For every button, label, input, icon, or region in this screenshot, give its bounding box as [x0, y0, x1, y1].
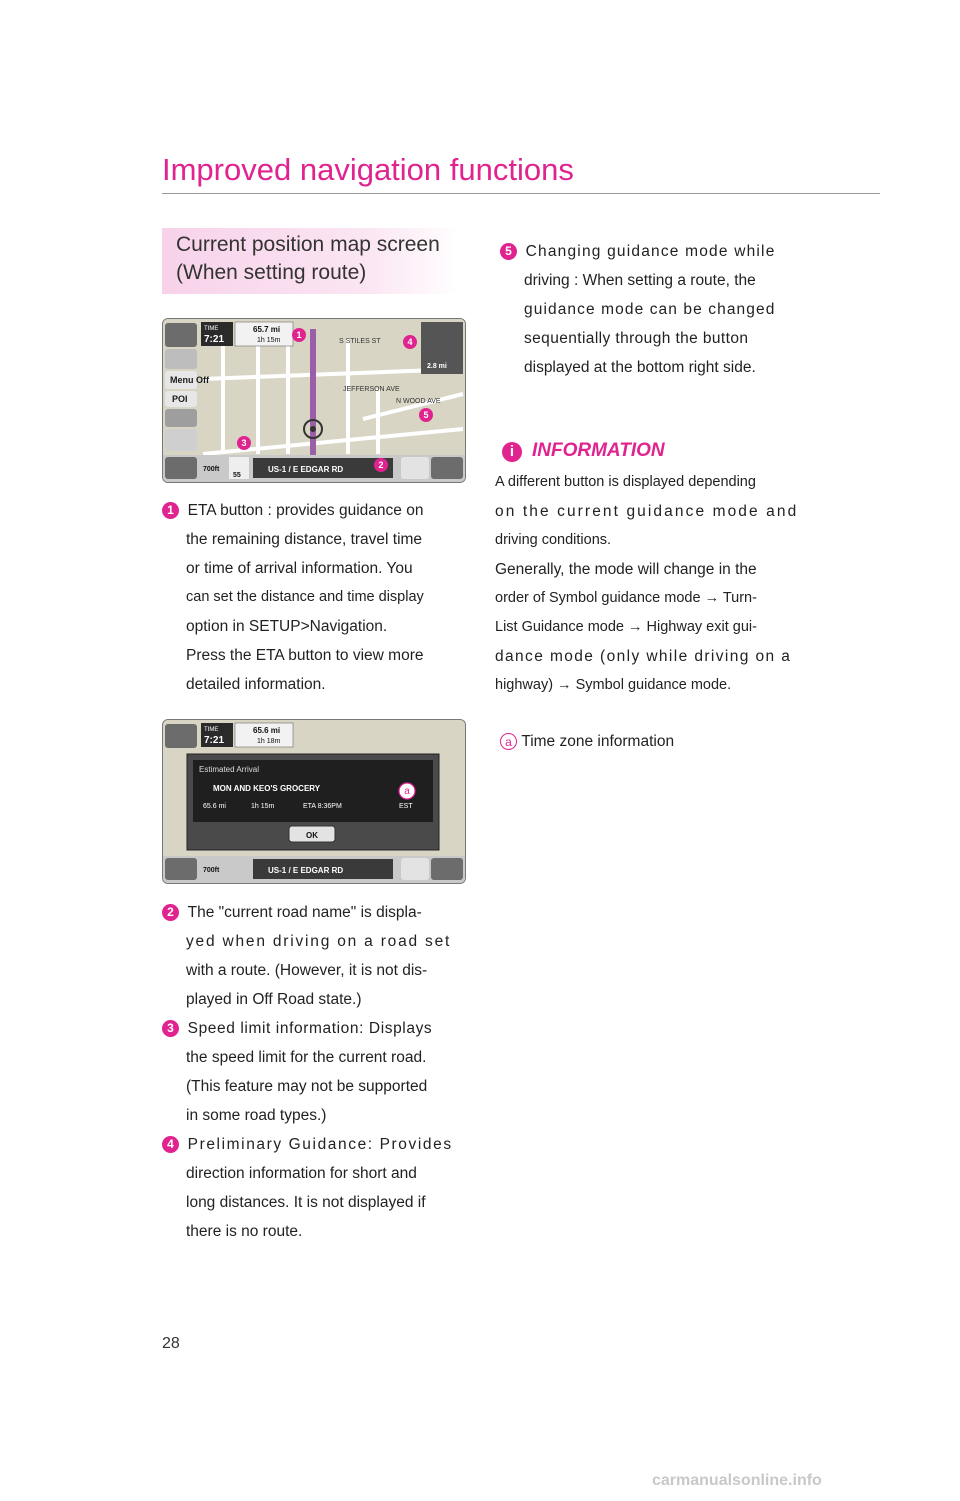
distance-value: 65.6 mi	[253, 726, 281, 735]
ok-label: OK	[306, 831, 318, 840]
popup-eta: ETA 8:36PM	[303, 803, 342, 810]
section-title-line2: (When setting route)	[176, 261, 367, 284]
items-2-4-description	[162, 898, 464, 1246]
section-heading	[162, 228, 460, 294]
popup-title: Estimated Arrival	[199, 765, 260, 774]
item-3-marker: 3	[162, 1020, 179, 1037]
item-5-marker: 5	[500, 243, 517, 260]
eta-popup-screenshot	[162, 719, 466, 884]
time-label: TIME	[204, 326, 219, 332]
destination-name: MON AND KEO'S GROCERY	[213, 784, 321, 793]
item-4-line: there is no route.	[186, 1223, 303, 1240]
info-line: order of Symbol guidance mode → Turn-	[495, 590, 757, 606]
item-2-line: The "current road name" is displa-	[187, 904, 422, 921]
info-line: highway) → Symbol guidance mode.	[495, 677, 732, 693]
page-title: Improved navigation functions	[162, 152, 574, 187]
item-5-description	[500, 237, 800, 382]
scale-label: 700ft	[203, 466, 220, 473]
watermark: carmanualsonline.info	[652, 1472, 822, 1489]
eta-time-value: 1h 18m	[257, 738, 281, 745]
item-2-line: with a route. (However, it is not dis-	[186, 962, 428, 979]
popup-distance: 65.6 mi	[203, 803, 226, 810]
item-1-line: ETA button : provides guidance on	[187, 502, 424, 519]
poi-label: POI	[172, 394, 188, 404]
item-1-line: or time of arrival information. You	[186, 560, 413, 577]
item-1-line: Press the ETA button to view more	[186, 647, 424, 664]
eta-time-value: 1h 15m	[257, 337, 281, 344]
info-line: driving conditions.	[495, 532, 612, 548]
time-value: 7:21	[204, 735, 225, 746]
page-number: 28	[162, 1335, 180, 1352]
callout-marker: 5	[423, 410, 429, 420]
callout-marker-a: a	[404, 786, 410, 797]
item-3-line: the speed limit for the current road.	[186, 1049, 427, 1066]
item-1-marker: 1	[162, 502, 179, 519]
callout-marker: 3	[241, 438, 247, 448]
info-icon: i	[502, 442, 522, 462]
street-label: N WOOD AVE	[396, 398, 441, 405]
item-5-line: sequentially through the button	[524, 330, 749, 347]
info-line: dance mode (only while driving on a	[495, 648, 792, 665]
callout-marker: 4	[407, 337, 413, 347]
time-label: TIME	[204, 727, 219, 733]
info-line: List Guidance mode → Highway exit gui-	[495, 619, 757, 635]
info-line: Generally, the mode will change in the	[495, 561, 757, 578]
next-turn-distance: 2.8 mi	[427, 363, 447, 370]
info-line: A different button is displayed depending	[495, 474, 756, 490]
item-1-line: the remaining distance, travel time	[186, 531, 423, 548]
section-title-line1: Current position map screen	[176, 233, 440, 256]
note-a	[500, 727, 800, 756]
road-name: US-1 / E EDGAR RD	[268, 866, 344, 875]
item-2-marker: 2	[162, 904, 179, 921]
menu-off-label: Menu Off	[170, 375, 209, 385]
timezone-label: EST	[399, 803, 413, 810]
street-label: JEFFERSON AVE	[343, 386, 400, 393]
item-4-line: Preliminary Guidance: Provides	[187, 1136, 453, 1153]
info-line: on the current guidance mode and	[495, 503, 799, 520]
item-4-line: long distances. It is not displayed if	[186, 1194, 426, 1211]
time-value: 7:21	[204, 334, 225, 345]
item-3-line: Speed limit information: Displays	[187, 1020, 433, 1037]
distance-value: 65.7 mi	[253, 325, 281, 334]
item-2-line: played in Off Road state.)	[186, 991, 362, 1008]
note-a-marker: a	[500, 733, 517, 750]
item-3-line: in some road types.)	[186, 1107, 327, 1124]
item-4-marker: 4	[162, 1136, 179, 1153]
item-5-line: Changing guidance mode while	[525, 243, 776, 260]
callout-marker: 1	[296, 330, 302, 340]
item-1-line: detailed information.	[186, 676, 326, 693]
callout-marker: 2	[378, 460, 384, 470]
item-5-line: guidance mode can be changed	[524, 301, 776, 318]
item-1-line: can set the distance and time display	[186, 589, 424, 605]
popup-time: 1h 15m	[251, 803, 275, 810]
road-name: US-1 / E EDGAR RD	[268, 465, 344, 474]
street-label: S STILES ST	[339, 338, 381, 345]
info-heading: INFORMATION	[532, 440, 665, 461]
note-a-text: Time zone information	[521, 733, 675, 750]
map-screenshot	[162, 318, 466, 483]
item-3-line: (This feature may not be supported	[186, 1078, 428, 1095]
item-5-line: displayed at the bottom right side.	[524, 359, 756, 376]
item-1-line: option in SETUP>Navigation.	[186, 618, 388, 635]
speed-limit-value: 55	[233, 472, 241, 479]
item-5-line: driving : When setting a route, the	[524, 272, 756, 289]
map-illustration	[163, 319, 465, 482]
item-2-line: yed when driving on a road set	[186, 933, 452, 950]
title-divider	[162, 193, 880, 194]
eta-popup-illustration	[163, 720, 465, 883]
info-text	[495, 468, 800, 700]
item-1-description	[162, 496, 464, 699]
item-4-line: direction information for short and	[186, 1165, 417, 1182]
scale-label: 700ft	[203, 867, 220, 874]
